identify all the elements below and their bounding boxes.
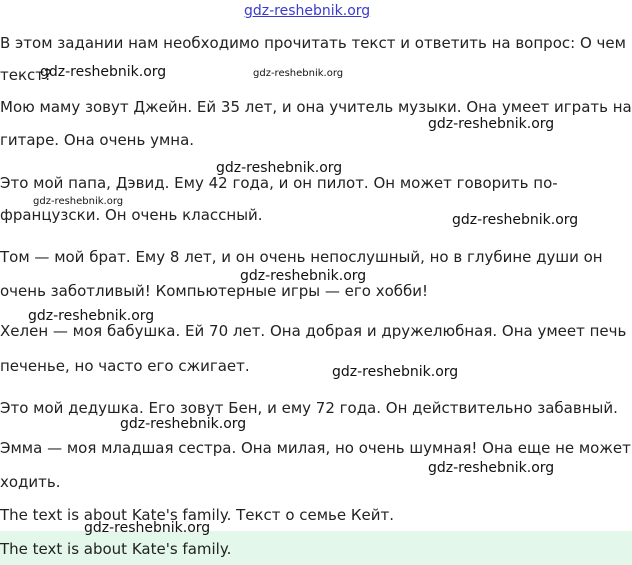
answer-box: [0, 531, 632, 565]
watermark: gdz-reshebnik.org: [40, 64, 167, 80]
watermark: gdz-reshebnik.org: [120, 416, 247, 432]
text-line-1: В этом задании нам необходимо прочитать текст и ответить на вопрос: О чем: [0, 34, 626, 52]
watermark: gdz-reshebnik.org: [452, 212, 579, 228]
text-line-12: Эмма — моя младшая сестра. Она милая, но очень шумная! Она еще не может: [0, 439, 631, 457]
text-line-6: французски. Он очень классный.: [0, 206, 263, 224]
text-line-13: ходить.: [0, 473, 61, 491]
text-line-3: Мою маму зовут Джейн. Ей 35 лет, и она учитель музыки. Она умеет играть на: [0, 98, 632, 116]
watermark: gdz-reshebnik.org: [428, 116, 555, 132]
answer-text: The text is about Kate's family.: [0, 540, 232, 558]
text-line-7: Том — мой брат. Ему 8 лет, и он очень непослушный, но в глубине души он: [0, 248, 603, 266]
watermark-top[interactable]: gdz-reshebnik.org: [244, 3, 371, 19]
text-line-4: гитаре. Она очень умна.: [0, 131, 195, 149]
watermark: gdz-reshebnik.org: [240, 268, 367, 284]
text-line-9: Хелен — моя бабушка. Ей 70 лет. Она добрая и дружелюбная. Она умеет печь: [0, 322, 627, 340]
watermark: gdz-reshebnik.org: [332, 364, 459, 380]
text-line-10: печенье, но часто его сжигает.: [0, 357, 250, 375]
watermark: gdz-reshebnik.org: [428, 460, 555, 476]
watermark: gdz-reshebnik.org: [216, 160, 343, 176]
watermark: gdz-reshebnik.org: [84, 520, 211, 536]
text-line-8: очень заботливый! Компьютерные игры — его хобби!: [0, 282, 429, 300]
text-line-11: Это мой дедушка. Его зовут Бен, и ему 72 года. Он действительно забавный.: [0, 399, 618, 417]
text-line-5: Это мой папа, Дэвид. Ему 42 года, и он пилот. Он может говорить по-: [0, 174, 558, 192]
watermark-small: gdz-reshebnik.org: [253, 68, 344, 79]
watermark-small: gdz-reshebnik.org: [33, 196, 124, 207]
text-line-2: текст?: [0, 66, 52, 84]
watermark: gdz-reshebnik.org: [28, 308, 155, 324]
text-line-14: The text is about Kate's family. Текст о семье Кейт.: [0, 506, 395, 524]
